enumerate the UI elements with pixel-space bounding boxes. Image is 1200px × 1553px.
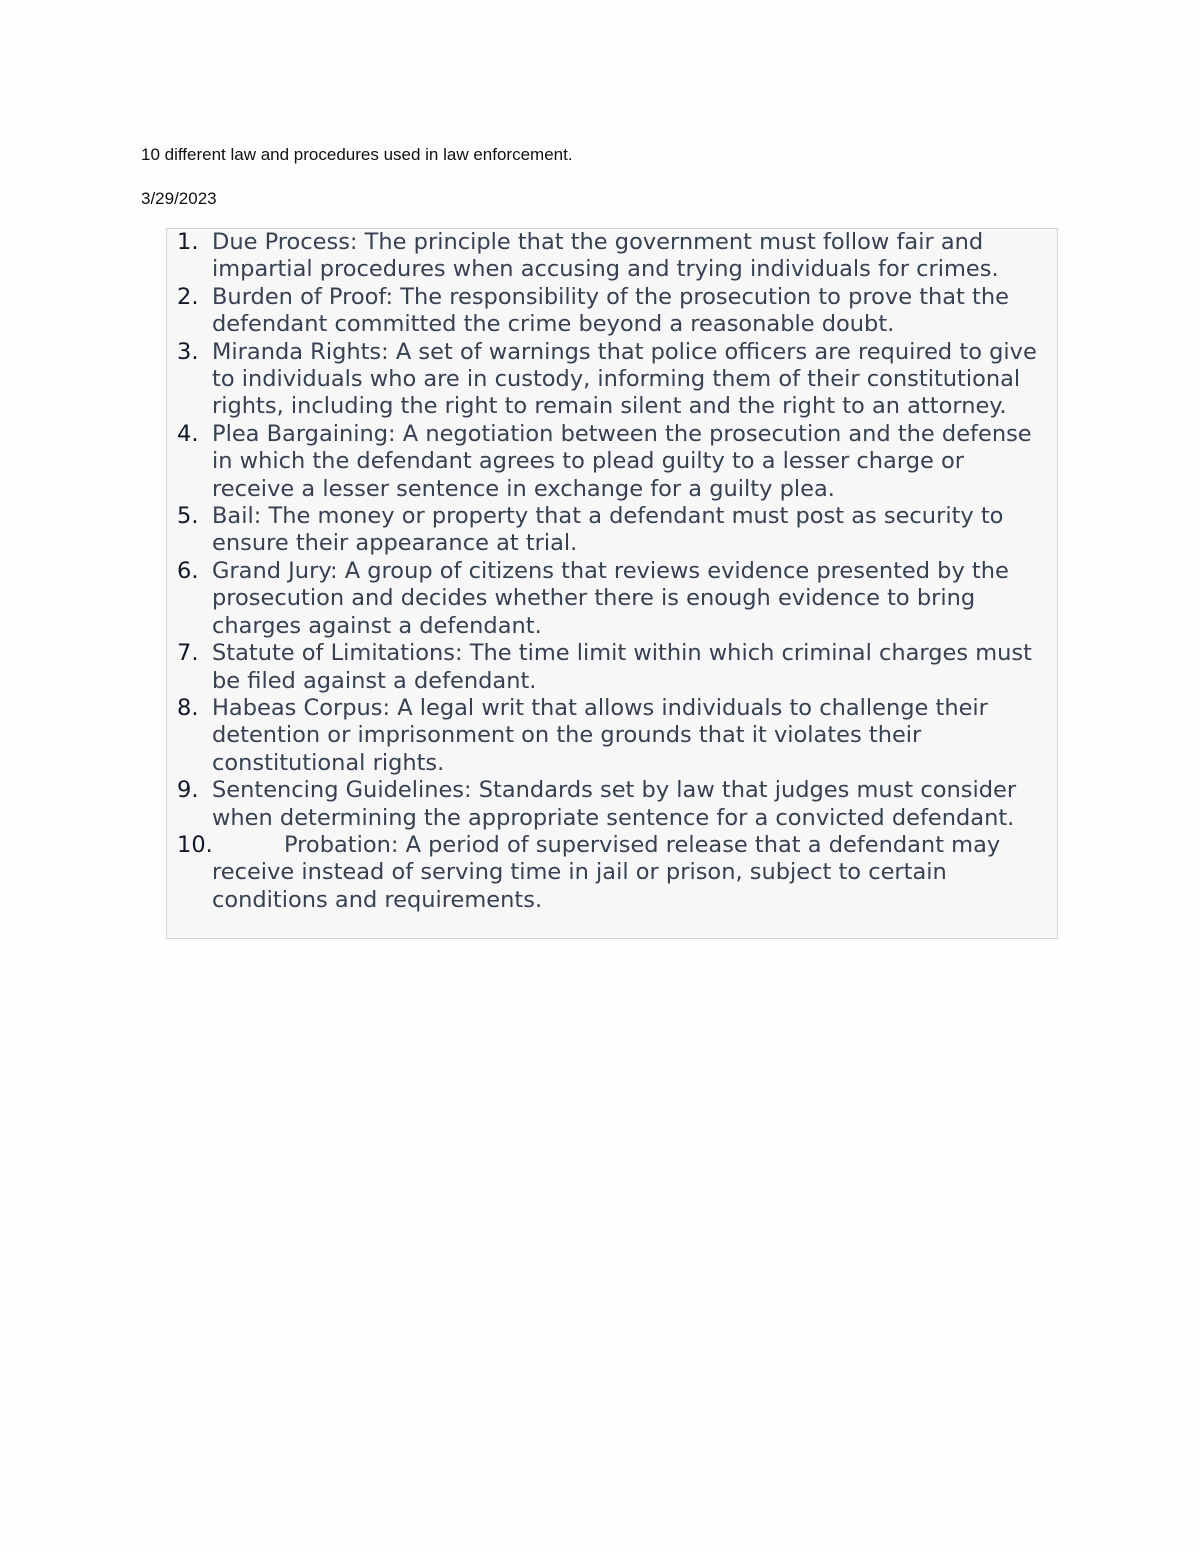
list-item-number: 8. xyxy=(177,694,199,721)
list-item-text: Plea Bargaining: A negotiation between the prosecution and the defense in which the defendant agrees to plead guilty to a lesser charge or receive a lesser sentence in exchange for a guilty plea. xyxy=(212,420,1032,502)
law-list-box xyxy=(166,228,1058,939)
list-item xyxy=(167,558,1057,640)
list-item-text: Burden of Proof: The responsibility of the prosecution to prove that the defendant committed the crime beyond a reasonable doubt. xyxy=(212,283,1009,338)
list-item-number: 4. xyxy=(177,420,199,447)
list-item-number: 5. xyxy=(177,503,199,530)
list-item-text: Bail: The money or property that a defendant must post as security to ensure their appearance at trial. xyxy=(212,503,1004,557)
list-item xyxy=(167,421,1057,503)
document-title: 10 different law and procedures used in law enforcement. xyxy=(141,145,573,164)
list-item xyxy=(167,777,1057,832)
list-item-text: Probation: A period of supervised release that a defendant may receive instead of serving time in jail or prison, subject to certain conditions and requirements. xyxy=(212,831,1001,913)
list-item xyxy=(167,640,1057,695)
list-item xyxy=(167,503,1057,558)
list-item-text: Miranda Rights: A set of warnings that police officers are required to give to individuals who are in custody, informing them of their constitutional rights, including the right to remain silent and the right to an attorney. xyxy=(212,338,1037,420)
list-item-text: Sentencing Guidelines: Standards set by law that judges must consider when determining the appropriate sentence for a convicted defendant. xyxy=(212,777,1017,831)
list-item xyxy=(167,832,1057,914)
list-item-number: 10. xyxy=(177,831,213,858)
list-item-number: 6. xyxy=(177,557,199,584)
list-item-text: Habeas Corpus: A legal writ that allows individuals to challenge their detention or imprisonment on the grounds that it violates their constitutional rights. xyxy=(212,694,988,776)
list-item xyxy=(167,339,1057,421)
list-item xyxy=(167,284,1057,339)
list-item xyxy=(167,229,1057,284)
list-item-number: 9. xyxy=(177,777,199,804)
list-item-number: 2. xyxy=(177,283,199,310)
law-list xyxy=(167,229,1057,914)
list-item-text: Statute of Limitations: The time limit within which criminal charges must be filed against a defendant. xyxy=(212,640,1032,694)
list-item-number: 7. xyxy=(177,640,199,667)
list-item-number: 3. xyxy=(177,338,199,365)
document-date: 3/29/2023 xyxy=(141,189,217,208)
list-item-number: 1. xyxy=(177,229,199,255)
list-item xyxy=(167,695,1057,777)
list-item-text: Grand Jury: A group of citizens that reviews evidence presented by the prosecution and decides whether there is enough evidence to bring charges against a defendant. xyxy=(212,557,1009,639)
list-item-text: Due Process: The principle that the government must follow fair and impartial procedures when accusing and trying individuals for crimes. xyxy=(212,229,999,283)
